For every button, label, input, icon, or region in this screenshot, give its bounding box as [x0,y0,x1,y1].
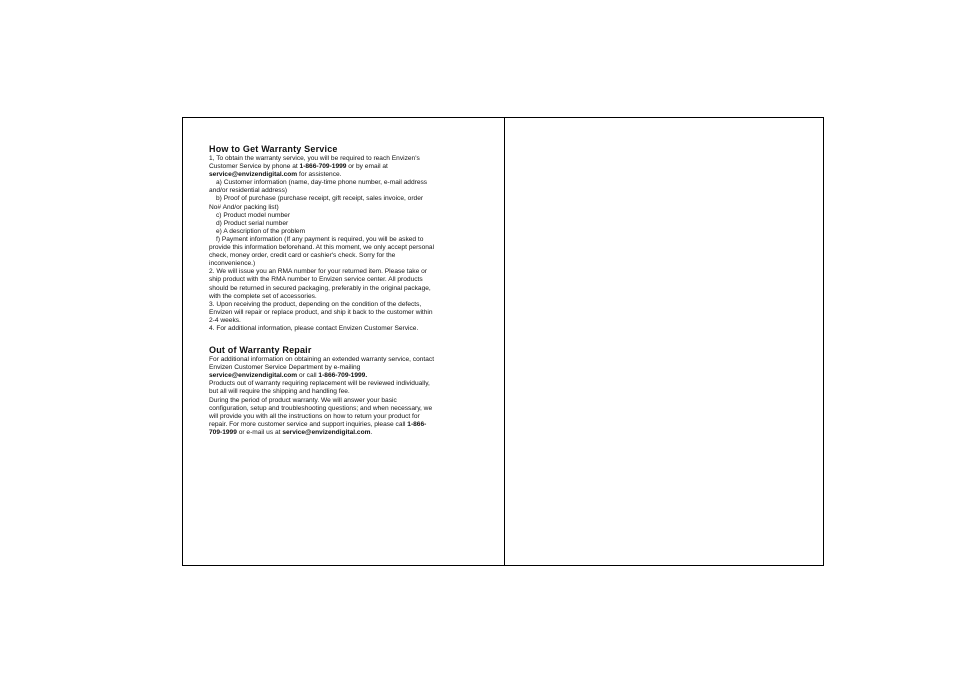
text-segment: Envizen Customer Service Department by e-mailing [209,364,361,372]
text-line [209,405,467,413]
text-segment: Envizen will repair or replace product, and ship it back to the customer within [209,308,433,316]
text-line [209,356,467,364]
text-segment: d) Product serial number [216,219,289,227]
bold-text: 1-866-709-1999. [318,372,368,380]
text-line [209,293,467,301]
out-of-warranty-heading: Out of Warranty Repair [209,345,312,356]
warranty-service-body [209,155,467,333]
text-segment: 2-4 weeks. [209,316,241,324]
text-segment: provide this information beforehand. At this moment, we only accept personal [209,244,435,252]
text-segment: 4. For additional information, please contact Envizen Customer Service. [209,324,419,332]
text-line [209,413,467,421]
text-segment: or by email at [346,163,388,171]
bold-text: service@envizendigital.com [209,171,298,179]
text-line [209,220,467,228]
text-segment: or e-mail us at [236,428,283,436]
text-line [209,252,467,260]
text-segment: e) A description of the problem [216,227,306,235]
text-line [209,285,467,293]
text-segment: c) Product model number [216,211,291,219]
text-segment: Customer Service by phone at [209,163,300,171]
text-line [209,372,467,380]
text-segment: For additional information on obtaining an extended warranty service, contact [209,356,435,364]
text-segment: and/or residential address) [209,187,288,195]
text-segment: f) Payment information (If any payment is required, you will be asked to [216,235,424,243]
text-segment: 3. Upon receiving the product, depending on the condition of the defects, [209,300,422,308]
text-line [209,429,467,437]
page-content [209,144,467,437]
bold-text: 1-866- [407,420,427,428]
text-segment: No# And/or packing list) [209,203,279,211]
bold-text: 1-866-709-1999 [299,163,347,171]
text-line [209,179,467,187]
manual-spread [182,117,824,566]
text-segment: inconvenience.) [209,260,256,268]
text-line [209,163,467,171]
text-line [209,421,467,429]
text-segment: 2. We will issue you an RMA number for your returned item. Please take or [209,268,427,276]
text-segment: a) Customer information (name, day-time phone number, e-mail address [216,179,428,187]
text-line [209,364,467,372]
text-segment: . [370,428,373,436]
text-segment: but all will require the shipping and handling fee. [209,388,350,396]
text-line [209,204,467,212]
text-line [209,195,467,203]
text-line [209,212,467,220]
text-segment: During the period of product warranty. We will answer your basic [209,396,397,404]
text-segment: with the complete set of accessories. [209,292,317,300]
text-line [209,260,467,268]
text-line [209,187,467,195]
text-line [209,325,467,333]
text-segment: should be returned in secured packaging, preferably in the original package, [209,284,431,292]
out-of-warranty-body [209,356,467,437]
text-segment: repair. For more customer service and support inquiries, please call [209,420,408,428]
text-line [209,397,467,405]
text-line [209,380,467,388]
text-segment: Products out of warranty requiring replacement will be reviewed individually, [209,380,430,388]
text-line [209,171,467,179]
left-page [183,118,505,565]
text-segment: b) Proof of purchase (purchase receipt, gift receipt, sales invoice, order [216,195,424,203]
text-line [209,236,467,244]
text-line [209,388,467,396]
text-segment: will provide you with all the instructions on how to return your product for [209,412,420,420]
text-line [209,268,467,276]
bold-text: service@envizendigital.com [282,428,371,436]
text-line [209,244,467,252]
text-line [209,309,467,317]
text-line [209,301,467,309]
text-line [209,155,467,163]
text-line [209,317,467,325]
right-page-blank [504,118,823,565]
bold-text: 709-1999 [209,428,237,436]
text-line [209,228,467,236]
text-segment: 1, To obtain the warranty service, you will be required to reach Envizen's [209,155,420,162]
warranty-service-heading: How to Get Warranty Service [209,144,338,154]
text-line [209,276,467,284]
text-segment: for assistence. [297,171,342,179]
text-segment: ship product with the RMA number to Envizen service center. All products [209,276,423,284]
text-segment: check, money order, credit card or cashier's check. Sorry for the [209,252,396,260]
text-segment: configuration, setup and troubleshooting questions; and when necessary, we [209,404,433,412]
text-segment: or call [297,372,319,380]
bold-text: service@envizendigital.com [209,372,298,380]
